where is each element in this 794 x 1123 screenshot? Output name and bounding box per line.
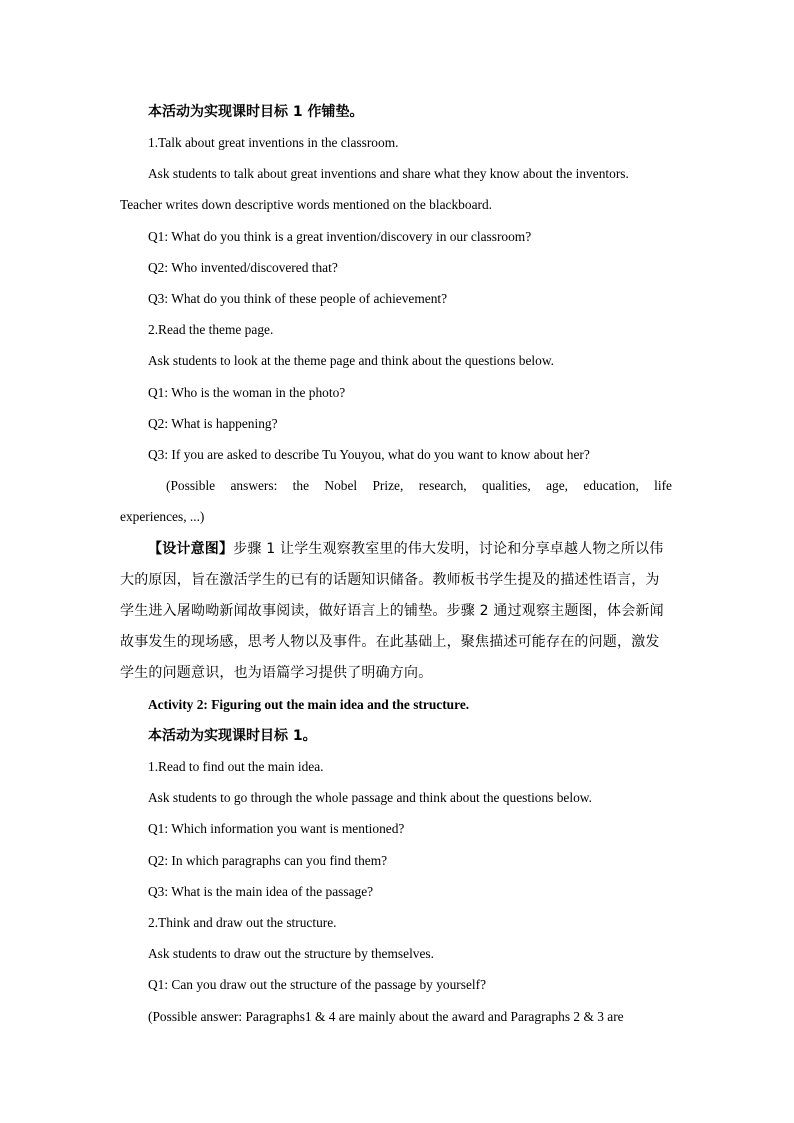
question-line: Q3: What is the main idea of the passage? xyxy=(148,884,374,899)
paragraph-line: Teacher writes down descriptive words mentioned on the blackboard. xyxy=(120,197,493,212)
paragraph-line: Ask students to look at the theme page and think about the questions below. xyxy=(148,353,554,368)
design-intent-line: 大的原因，旨在激活学生的已有的话题知识储备。教师板书学生提及的描述性语言，为 xyxy=(120,572,660,588)
question-line: Q3: What do you think of these people of achievement? xyxy=(148,291,448,306)
design-intent-line: 学生进入屠呦呦新闻故事阅读，做好语言上的铺垫。步骤 2 通过观察主题图，体会新闻 xyxy=(120,603,664,619)
question-line: Q1: Which information you want is mentioned? xyxy=(148,821,405,836)
section-goal-note: 本活动为实现课时目标 1。 xyxy=(148,728,317,744)
paragraph-line: Ask students to talk about great inventions and share what they know about the inventors. xyxy=(148,166,629,181)
design-intent-label: 【设计意图】 xyxy=(148,541,234,557)
possible-answers-line: (Possible answers: the Nobel Prize, research, qualities, age, education, life xyxy=(166,478,672,493)
activity-heading: Activity 2: Figuring out the main idea and the structure. xyxy=(148,697,470,712)
question-line: Q1: Can you draw out the structure of the passage by yourself? xyxy=(148,977,487,992)
paragraph-line: Ask students to draw out the structure by themselves. xyxy=(148,946,434,961)
design-intent-line: 故事发生的现场感，思考人物以及事件。在此基础上，聚焦描述可能存在的问题，激发 xyxy=(120,634,660,650)
step-heading: 2.Think and draw out the structure. xyxy=(148,915,337,930)
section-goal-note: 本活动为实现课时目标 1 作铺垫。 xyxy=(148,104,364,120)
design-intent-line: 学生的问题意识，也为语篇学习提供了明确方向。 xyxy=(120,665,433,681)
question-line: Q2: What is happening? xyxy=(148,416,278,431)
question-line: Q2: In which paragraphs can you find them? xyxy=(148,853,388,868)
step-heading: 1.Talk about great inventions in the classroom. xyxy=(148,135,399,150)
question-line: Q2: Who invented/discovered that? xyxy=(148,260,338,275)
design-intent-line: 【设计意图】步骤 1 让学生观察教室里的伟大发明，讨论和分享卓越人物之所以伟 xyxy=(148,541,664,557)
paragraph-line: Ask students to go through the whole passage and think about the questions below. xyxy=(148,790,592,805)
question-line: Q1: Who is the woman in the photo? xyxy=(148,385,346,400)
question-line: Q3: If you are asked to describe Tu Youyou, what do you want to know about her? xyxy=(148,447,590,462)
step-heading: 1.Read to find out the main idea. xyxy=(148,759,324,774)
step-heading: 2.Read the theme page. xyxy=(148,322,274,337)
possible-answers-line: experiences, ...) xyxy=(120,509,205,524)
question-line: Q1: What do you think is a great invention/discovery in our classroom? xyxy=(148,229,532,244)
possible-answers-line: (Possible answer: Paragraphs1 & 4 are mainly about the award and Paragraphs 2 & 3 are xyxy=(148,1009,624,1024)
